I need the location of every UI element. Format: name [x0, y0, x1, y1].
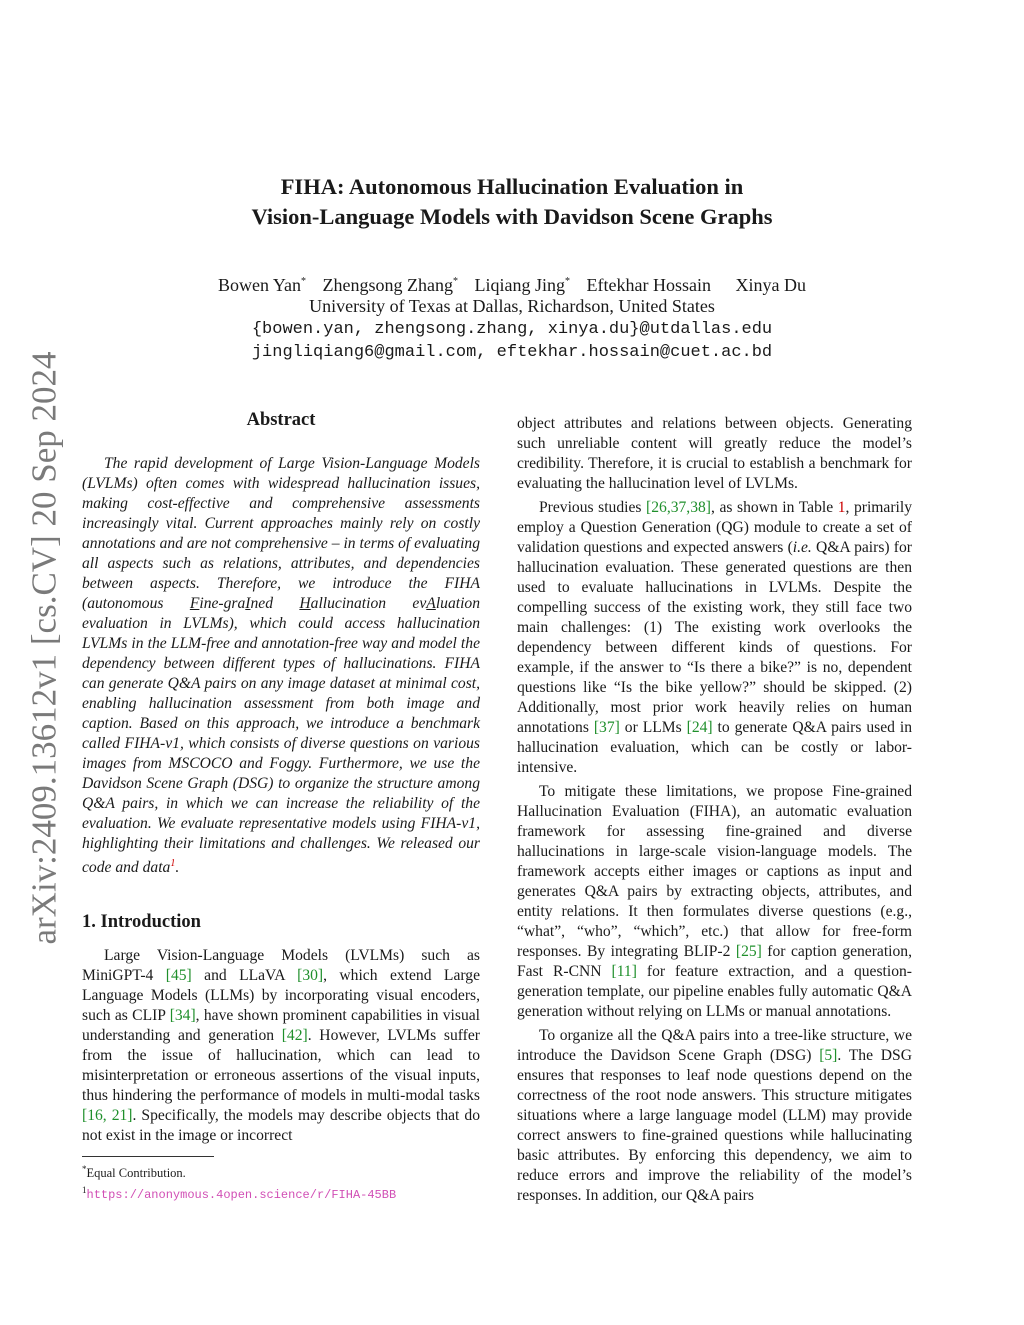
- author: Eftekhar Hossain: [586, 275, 711, 295]
- citation-link[interactable]: [11]: [611, 963, 637, 980]
- author: Xinya Du: [735, 275, 806, 295]
- citation-link[interactable]: [45]: [165, 967, 192, 984]
- footnote-ref[interactable]: 1: [170, 858, 176, 869]
- table-ref-link[interactable]: 1: [837, 499, 846, 516]
- citation-link[interactable]: [24]: [686, 719, 713, 736]
- footnote-rule: [82, 1156, 214, 1157]
- abstract-paragraph: The rapid development of Large Vision-Language Models (LVLMs) often comes with widespread hallucination issues, making cost-effective and comprehensive assessments increasingly vital. Current approaches mainly rely on costly annotations and are not comprehensive – in terms of evaluating all aspects such as relations, attributes, and dependencies between aspects. Therefore, we introduce the FIHA (autonomous Fine-graIned Hallucination evAluation evaluation in LVLMs), which could access hallucination LVLMs in the LLM-free and annotation-free way and model the dependency between different types of hallucinations. FIHA can generate Q&A pairs on any image dataset at minimal cost, enabling hallucination assessment from both image and caption. Based on this approach, we introduce a benchmark called FIHA-v1, which consists of diverse questions on various images from MSCOCO and Foggy. Furthermore, we use the Davidson Scene Graph (DSG) to organize the structure among Q&A pairs, in which we can increase the reliability of the evaluation. We evaluate representative models using FIHA-v1, highlighting their limitations and challenges. We released our code and data$^1$.: [82, 455, 481, 877]
- paragraph-continued: object attributes and relations between objects. Generating such unreliable content will greatly reduce the model’s credibility. Therefore, it is crucial to establish a benchmark for evaluating the hallucination level of LVLMs.: [517, 415, 912, 492]
- paragraph-previous-studies: Previous studies [26,37,38], as shown in Table 1, primarily employ a Question Generation (QG) module to create a set of validation questions and expected answers (i.e. Q&A pairs) for hallucination evaluation. These generated questions are then used to evaluate hallucinations in LVLMs. Despite the compelling success of the existing work, they still face two main challenges: (1) The existing work overlooks the dependency between different kinds of questions. For example, if the answer to “Is there a bike?” is no, dependent questions like “Is the bike yellow?” should be skipped. (2) Additionally, most prior work heavily relies on human annotations [37] or LLMs [24] to generate Q&A pairs used in hallucination evaluation, which can be costly or labor-intensive.: [517, 499, 913, 776]
- footnote-equal: *Equal Contribution.: [82, 1164, 186, 1181]
- arxiv-identifier: [22, 350, 66, 945]
- abstract-body: [82, 454, 480, 878]
- title-line-2: Vision-Language Models with Davidson Scene Graphs: [251, 204, 773, 229]
- citation-link[interactable]: [5]: [819, 1047, 838, 1064]
- affiliation: University of Texas at Dallas, Richardson, United States: [309, 296, 715, 316]
- abstract-heading: Abstract: [246, 410, 316, 430]
- author: Liqiang Jing*: [474, 275, 571, 295]
- right-column: [517, 414, 912, 1206]
- citation-link[interactable]: [26,37,38]: [646, 499, 711, 516]
- introduction-heading: 1. Introduction: [82, 912, 201, 932]
- citation-link[interactable]: [25]: [735, 943, 762, 960]
- arxiv-id-text: arXiv:2409.13612v1 [cs.CV] 20 Sep 2024: [24, 350, 64, 945]
- footnote-url: $^1$https://anonymous.4open.science/r/FIHA-45BB: [82, 1185, 397, 1203]
- paper-title: [0, 172, 1024, 232]
- citation-link[interactable]: [30]: [297, 967, 324, 984]
- citation-link[interactable]: [42]: [281, 1027, 308, 1044]
- paragraph-fiha-proposal: To mitigate these limitations, we propose Fine-grained Hallucination Evaluation (FIHA), an automatic evaluation framework for assessing fine-grained and diverse hallucinations in large-scale vision-language models. The framework accepts either images or captions as input and generates Q&A pairs by extracting objects, attributes, and entity relations. It then formulates diverse questions (e.g., “what”, “who”, “which”, etc.) that allow for free-form responses. By integrating BLIP-2 [25] for caption generation, Fast R-CNN [11] for feature extraction, and a question-generation template, our pipeline enables fully automatic Q&A generation without relying on LLMs or manual annotations.: [517, 783, 913, 1020]
- citation-link[interactable]: [37]: [593, 719, 620, 736]
- paragraph-dsg: To organize all the Q&A pairs into a tree-like structure, we introduce the Davidson Scene Graph (DSG) [5]. The DSG ensures that responses to leaf node questions depend on the correctness of the root node answers. This structure mitigates situations where a large language model (LLM) may provide correct answers to fine-grained questions while hallucinating basic attributes. By enforcing this dependency, we aim to reduce errors and improve the reliability of the model’s responses. In addition, our Q&A pairs: [517, 1027, 912, 1204]
- author: Bowen Yan*: [218, 275, 307, 295]
- author-list: [0, 270, 1024, 297]
- intro-paragraph: Large Vision-Language Models (LVLMs) such as MiniGPT-4 [45] and LLaVA [30], which extend Large Language Models (LLMs) by incorporating visual encoders, such as CLIP [34], have shown prominent capabilities in visual understanding and generation [42]. However, LVLMs suffer from the issue of hallucination, which can lead to misinterpretation or erroneous assertions of the visual inputs, thus hindering the performance of models in multi-modal tasks [16, 21]. Specifically, the models may describe objects that do not exist in the image or incorrect: [82, 947, 480, 1144]
- citation-link[interactable]: [34]: [169, 1007, 196, 1024]
- footnotes: [82, 1161, 482, 1204]
- code-url-link[interactable]: https://anonymous.4open.science/r/FIHA-45BB: [86, 1188, 397, 1203]
- introduction-body: [82, 946, 480, 1146]
- author: Zhengsong Zhang*: [322, 275, 459, 295]
- title-line-1: FIHA: Autonomous Hallucination Evaluation in: [280, 174, 744, 199]
- email-line-2: jingliqiang6@gmail.com, eftekhar.hossain@cuet.ac.bd: [251, 343, 773, 362]
- citation-link[interactable]: [16, 21]: [82, 1107, 133, 1124]
- email-line-1: {bowen.yan, zhengsong.zhang, xinya.du}@utdallas.edu: [251, 320, 773, 339]
